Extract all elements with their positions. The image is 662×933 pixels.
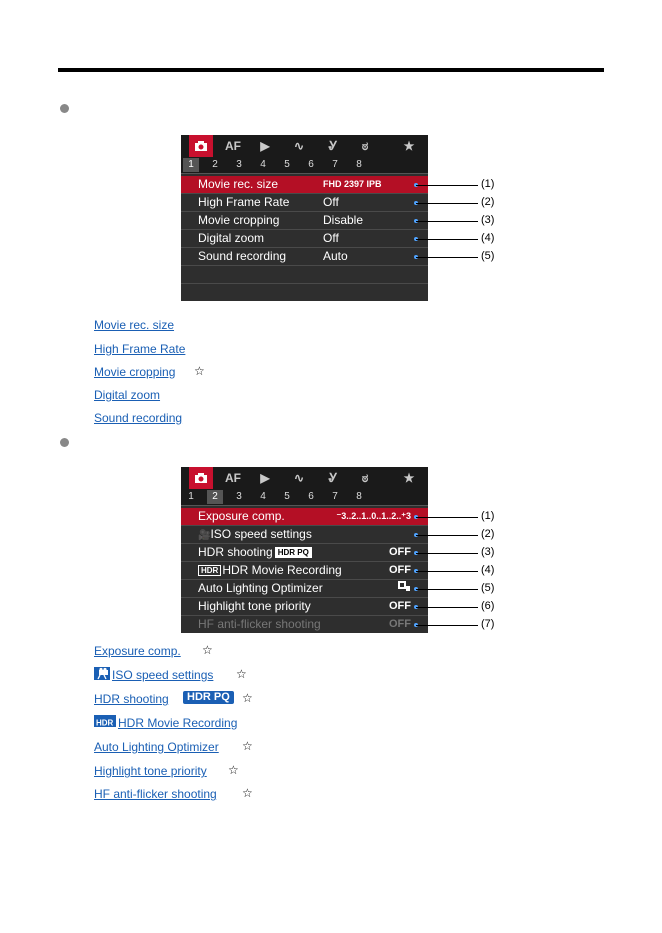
top-rule: [58, 68, 604, 72]
wrench-tab-icon[interactable]: Ꮍ: [328, 471, 338, 485]
callout-line: [416, 589, 478, 590]
callout-line: [416, 571, 478, 572]
camera-tab-icon[interactable]: [189, 135, 213, 157]
menu-row-sound-recording[interactable]: [181, 248, 428, 266]
star-tab-icon[interactable]: ★: [403, 471, 415, 485]
page-num[interactable]: 5: [284, 491, 290, 502]
link-hdr-shooting[interactable]: HDR shooting: [94, 692, 169, 706]
link-hdr-movie-recording[interactable]: HDR Movie Recording: [118, 716, 238, 730]
link-auto-lighting-optimizer[interactable]: Auto Lighting Optimizer: [94, 740, 219, 754]
row-value: OFF: [389, 618, 411, 630]
af-tab[interactable]: AF: [225, 139, 241, 153]
movie-camera-icon: [94, 667, 110, 680]
row-label: HDR shooting HDR PQ: [198, 544, 312, 561]
callout-line: [416, 239, 478, 240]
page-num[interactable]: 3: [236, 159, 242, 170]
link-hf-anti-flicker-shooting[interactable]: HF anti-flicker shooting: [94, 787, 217, 801]
auto-lighting-icon: [397, 580, 411, 598]
hdr-movie-icon: HDR: [198, 565, 221, 576]
menu-row-empty: [181, 284, 428, 301]
link-iso-speed-settings[interactable]: ISO speed settings: [112, 668, 214, 682]
row-value: Off: [323, 195, 339, 209]
row-value: FHD 2397 IPB: [323, 179, 382, 189]
callout-label: (1): [481, 510, 495, 522]
person-tab-icon[interactable]: ಠ: [361, 139, 369, 153]
page-numbers: [181, 157, 428, 174]
star-icon: ☆: [242, 691, 253, 705]
row-label: 🎥ISO speed settings: [198, 527, 312, 541]
callout-line: [416, 535, 478, 536]
row-label: Highlight tone priority: [198, 599, 311, 613]
menu-row-hdr-shooting[interactable]: [181, 544, 428, 562]
exposure-scale: ⁻3..2..1..0..1..2..⁺3: [336, 511, 411, 521]
callout-label: (3): [481, 546, 495, 558]
row-value: OFF: [389, 546, 411, 558]
row-label: Movie rec. size: [198, 177, 279, 191]
row-value: OFF: [389, 564, 411, 576]
row-value: Auto: [323, 249, 348, 263]
page-num[interactable]: 5: [284, 159, 290, 170]
camera-tab-icon[interactable]: [189, 467, 213, 489]
menu-tabs: [181, 467, 428, 489]
callout-label: (3): [481, 214, 495, 226]
play-tab-icon[interactable]: ▶: [260, 471, 270, 485]
row-label: Digital zoom: [198, 231, 265, 245]
row-label: HF anti-flicker shooting: [198, 617, 321, 631]
page-num[interactable]: 1: [183, 158, 199, 172]
star-icon: ☆: [228, 763, 239, 777]
menu-screen-1: [181, 135, 428, 301]
star-icon: ☆: [194, 364, 205, 378]
row-label: HDR HDR Movie Recording: [198, 562, 342, 579]
menu-row-exposure-comp[interactable]: [181, 508, 428, 526]
page-num[interactable]: 8: [356, 159, 362, 170]
link-movie-cropping[interactable]: Movie cropping: [94, 365, 176, 379]
wave-tab-icon[interactable]: ∿: [293, 139, 305, 153]
callout-label: (5): [481, 582, 495, 594]
row-label: High Frame Rate: [198, 195, 290, 209]
callout-label: (5): [481, 250, 495, 262]
section-1-bullet: [60, 104, 69, 113]
menu-row-movie-rec-size[interactable]: [181, 176, 428, 194]
menu-row-empty: [181, 266, 428, 284]
star-tab-icon[interactable]: ★: [403, 139, 415, 153]
star-icon: ☆: [242, 786, 253, 800]
callout-line: [416, 203, 478, 204]
menu-row-highlight-tone[interactable]: [181, 598, 428, 616]
star-icon: ☆: [242, 739, 253, 753]
row-value: Disable: [323, 213, 364, 227]
row-value: OFF: [389, 600, 411, 612]
callout-line: [416, 625, 478, 626]
hdr-pq-badge: HDR PQ: [275, 547, 312, 558]
page-num[interactable]: 4: [260, 491, 266, 502]
callout-label: (4): [481, 564, 495, 576]
person-tab-icon[interactable]: ಠ: [361, 471, 369, 485]
callout-label: (4): [481, 232, 495, 244]
menu-row-auto-lighting[interactable]: [181, 580, 428, 598]
menu-tabs: [181, 135, 428, 157]
link-high-frame-rate[interactable]: High Frame Rate: [94, 342, 186, 356]
row-value: Off: [323, 231, 339, 245]
row-label: Sound recording: [198, 249, 287, 263]
wrench-tab-icon[interactable]: Ꮍ: [328, 139, 338, 153]
page-num[interactable]: 8: [356, 491, 362, 502]
page-num[interactable]: 4: [260, 159, 266, 170]
link-highlight-tone-priority[interactable]: Highlight tone priority: [94, 764, 207, 778]
callout-line: [416, 607, 478, 608]
menu-screen-2: [181, 467, 428, 633]
movie-camera-icon: 🎥: [198, 530, 211, 541]
page-num[interactable]: 2: [212, 159, 218, 170]
menu-row-movie-cropping[interactable]: [181, 212, 428, 230]
row-label: Movie cropping: [198, 213, 280, 227]
star-icon: ☆: [202, 643, 213, 657]
menu-row-hdr-movie-recording[interactable]: [181, 562, 428, 580]
callout-line: [416, 553, 478, 554]
link-exposure-comp[interactable]: Exposure comp.: [94, 644, 181, 658]
row-label: Exposure comp.: [198, 509, 285, 523]
page-numbers: [181, 489, 428, 506]
callout-label: (6): [481, 600, 495, 612]
callout-line: [416, 185, 478, 186]
menu-row-hf-anti-flicker: [181, 616, 428, 633]
page-num[interactable]: 1: [188, 491, 194, 502]
page-num[interactable]: 7: [332, 491, 338, 502]
page-num[interactable]: 6: [308, 159, 314, 170]
callout-label: (7): [481, 618, 495, 630]
row-label: Auto Lighting Optimizer: [198, 581, 323, 595]
callout-line: [416, 517, 478, 518]
link-movie-rec-size[interactable]: Movie rec. size: [94, 318, 175, 332]
star-icon: ☆: [236, 667, 247, 681]
hdr-movie-icon: [94, 715, 116, 727]
svg-text:HDR: HDR: [96, 718, 114, 728]
wave-tab-icon[interactable]: ∿: [293, 471, 305, 485]
page-num[interactable]: 7: [332, 159, 338, 170]
callout-label: (2): [481, 528, 495, 540]
page-num[interactable]: 2: [207, 490, 223, 504]
menu-row-digital-zoom[interactable]: [181, 230, 428, 248]
callout-label: (2): [481, 196, 495, 208]
callout-label: (1): [481, 178, 495, 190]
hdr-pq-badge: HDR PQ: [183, 691, 234, 704]
menu-row-high-frame-rate[interactable]: [181, 194, 428, 212]
page-num[interactable]: 6: [308, 491, 314, 502]
callout-line: [416, 257, 478, 258]
play-tab-icon[interactable]: ▶: [260, 139, 270, 153]
section-2-bullet: [60, 438, 69, 447]
callout-line: [416, 221, 478, 222]
link-digital-zoom[interactable]: Digital zoom: [94, 388, 161, 402]
af-tab[interactable]: AF: [225, 471, 241, 485]
link-sound-recording[interactable]: Sound recording: [94, 411, 183, 425]
menu-row-iso-speed[interactable]: [181, 526, 428, 544]
page-num[interactable]: 3: [236, 491, 242, 502]
